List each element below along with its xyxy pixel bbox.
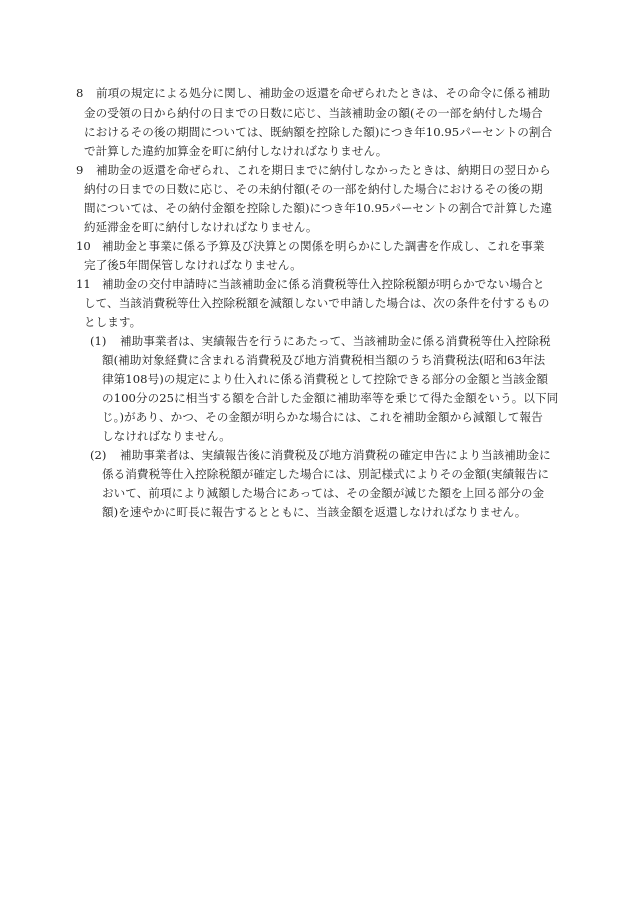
clause-line: 納付の日までの日数に応じ、その未納付額(その一部を納付した場合におけるその後の期 (84, 182, 543, 196)
clause-number: 10 (76, 239, 91, 253)
clause-line: して、当該消費税等仕入控除税額を減額しないで申請した場合は、次の条件を付するもの (84, 296, 550, 310)
subclause-line: 額(補助対象経費に含まれる消費税及び地方消費税相当額のうち消費税法(昭和63年法 (102, 353, 546, 367)
subclause-line: 補助事業者は、実績報告を行うにあたって、当該補助金に係る消費税等仕入控除税 (120, 334, 551, 348)
clause-line: 約延滞金を町に納付しなければなりません。 (84, 220, 318, 234)
clause-line: 間については、その納付金額を控除した額)につき年10.95パーセントの割合で計算した違 (84, 201, 553, 215)
clause-line: 補助金と事業に係る予算及び決算との関係を明らかにした調書を作成し、これを事業 (102, 239, 545, 253)
clause-number: 8 (76, 86, 84, 100)
subclause-line: の100分の25に相当する額を合計した金額に補助率等を乗じて得た金額をいう。以下同 (102, 391, 559, 405)
clause-line: 前項の規定による処分に関し、補助金の返還を命ぜられたときは、その命令に係る補助 (96, 86, 551, 100)
clause-line: で計算した違約加算金を町に納付しなければなりません。 (84, 144, 388, 158)
clause-number: 11 (76, 277, 91, 291)
subclause-number: (1) (90, 334, 107, 348)
clause-line: 補助金の交付申請時に当該補助金に係る消費税等仕入控除税額が明らかでない場合と (102, 277, 545, 291)
clause-number: 9 (76, 163, 84, 177)
subclause-line: 額)を速やかに町長に報告するとともに、当該金額を返還しなければなりません。 (102, 505, 527, 519)
subclause-line: 係る消費税等仕入控除税額が確定した場合には、別記様式によりその金額(実績報告に (102, 467, 550, 481)
clause-line: 補助金の返還を命ぜられ、これを期日までに納付しなかったときは、納期日の翌日から (96, 163, 551, 177)
subclause-line: しなければなりません。 (102, 429, 231, 443)
subclause-number: (2) (90, 448, 107, 462)
clause-line: におけるその後の期間については、既納額を控除した額)につき年10.95パーセントの割合 (84, 125, 553, 139)
subclause-line: 律第108号)の規定により仕入れに係る消費税として控除できる部分の金額と当該金額 (102, 372, 549, 386)
clause-line: とします。 (84, 315, 142, 329)
clause-line: 完了後5年間保管しなければなりません。 (84, 258, 302, 272)
subclause-line: おいて、前項により減額した場合にあっては、その金額が減じた額を上回る部分の金 (102, 486, 545, 500)
subclause-line: 補助事業者は、実績報告後に消費税及び地方消費税の確定申告により当該補助金に (120, 448, 551, 462)
subclause-line: じ。)があり、かつ、その金額が明らかな場合には、これを補助金額から減額して報告 (102, 410, 543, 424)
clause-line: 金の受領の日から納付の日までの日数に応じ、当該補助金の額(その一部を納付した場合 (84, 106, 543, 120)
